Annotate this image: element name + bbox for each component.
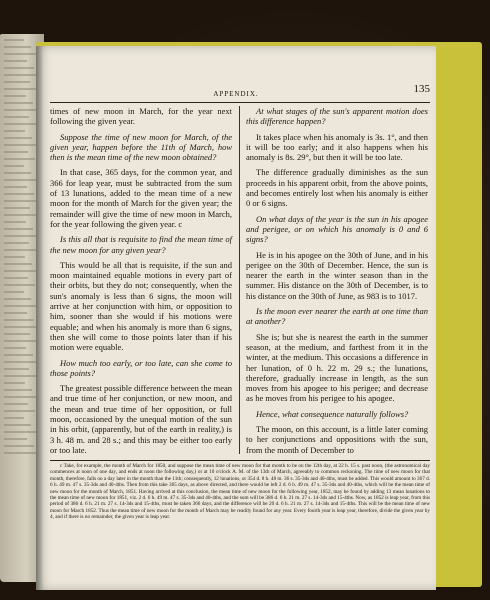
previous-page-text-line [4, 382, 25, 384]
previous-page-text-line [4, 249, 36, 251]
previous-page-text-line [4, 214, 37, 216]
body-paragraph: times of new moon in March, for the year next following the given year. [50, 106, 232, 127]
previous-page-text-line [4, 438, 27, 440]
page-number: 135 [413, 83, 430, 95]
question-paragraph: Suppose the time of new moon for March, of the given year, happen before the 11th of March, how then is the mean time of the new moon obtained? [50, 131, 232, 163]
previous-page-text-line [4, 137, 32, 139]
previous-page-text-line [4, 109, 40, 111]
body-paragraph: She is; but she is nearest the earth in the summer season, at the medium, and farthest from it in the winter, at the medium. This occasions a difference in her lunation, of 0 h. 22 m. 29 s.; the lunations, therefore, gradually increase in length, as the sun moves from his apogee to his perigee; and decrease as he moves from his perigee to his apogee. [246, 331, 428, 404]
body-paragraph: He is in his apogee on the 30th of June, and in his perigee on the 30th of December. Hence, the sun is nearer the earth in the winter season than in the summer. His distance on the 30th of December, is to his distance on the 30th of June, as 983 is to 1017. [246, 249, 428, 301]
question-paragraph: Is the moon ever nearer the earth at one time than at another? [246, 306, 428, 327]
previous-page-text-line [4, 354, 33, 356]
previous-page-text-line [4, 221, 26, 223]
previous-page-text-line [4, 298, 31, 300]
previous-page-text-line [4, 291, 24, 293]
body-paragraph: This would be all that is requisite, if the sun and moon maintained equable motions in every part of their orbits, but they do not; consequently, when the sun's anomaly is less than 6 signs, the moon will arrive at her conjunction with him, or opposition to him, sooner than she would if his motions were equable; and when his anomaly is more than 6 signs, then she will come to those points later than if his motion were equable. [50, 259, 232, 353]
question-paragraph: At what stages of the sun's apparent motion does this difference happen? [246, 106, 428, 127]
left-column [50, 106, 232, 460]
previous-page-text-line [4, 207, 30, 209]
previous-page-text-line [4, 284, 35, 286]
previous-page-text-line [4, 417, 24, 419]
previous-page-text-line [4, 144, 39, 146]
previous-page-text-line [4, 235, 40, 237]
question-paragraph: On what days of the year is the sun in his apogee and perigee, or on which his anomaly is 0 and 6 signs? [246, 213, 428, 245]
previous-page-text-line [4, 312, 27, 314]
previous-page-text-line [4, 256, 25, 258]
body-paragraph: The greatest possible difference between the mean and true time of her conjunction, or new moon, and the mean and true time of her opposition, or full moon, occasioned by the unequal motion of the sun in his orbit, (apparently, but of the earth in reality,) is 3 h. 48 m. and 28 s.; and this may be either too early or too late. [50, 383, 232, 455]
previous-page-text-line [4, 305, 38, 307]
previous-page-text-line [4, 445, 34, 447]
previous-page-text-line [4, 123, 36, 125]
previous-page-text-line [4, 361, 40, 363]
previous-page-text-line [4, 46, 31, 48]
running-head: APPENDIX. [213, 90, 259, 98]
previous-page-text-line [4, 403, 28, 405]
header-rule [50, 102, 430, 103]
question-paragraph: Hence, what consequence naturally follows? [256, 408, 409, 419]
previous-page-text-line [4, 277, 28, 279]
page-gutter-shadow [36, 46, 44, 590]
previous-page-text-line [4, 95, 26, 97]
previous-page-text-line [4, 102, 33, 104]
body-paragraph: The difference gradually diminishes as the sun proceeds in his apparent orbit, from the above points, and becomes entirely lost when his anomaly is either 0 or 6 signs. [246, 167, 428, 209]
previous-page-text-line [4, 375, 36, 377]
previous-page-text-line [4, 396, 39, 398]
previous-page-text-line [4, 53, 38, 55]
previous-page-text-line [4, 347, 26, 349]
previous-page-text-line [4, 389, 32, 391]
previous-page-text-line [4, 158, 35, 160]
previous-page-text-line [4, 130, 25, 132]
previous-page-text-line [4, 263, 32, 265]
body-paragraph: It takes place when his anomaly is 3s. 1°, and then it will be too early; and it also happens when his anomaly is 8s. 29°, but then it will be too late. [246, 131, 428, 163]
previous-page-text-line [4, 60, 27, 62]
previous-page-text-line [4, 116, 29, 118]
previous-page-text-line [4, 340, 37, 342]
footnote: c Take, for example, the month of March for 1850, and suppose the mean time of new moon for that month to be on the 12th day, at 22 h. 15 s. past noon, (the astronomical day commences at noon of one day, and ends at noon the following day,) or at 10 o'clock A. M. of the 13th of March, agreeably to common reckoning. The time of new moon for that month, therefore, falls on a day later in the month than the 11th; consequently, 12 lunations, or 354 d. 8 h. 48 m. 36 s. 35-3ds and 40-4ths, must be added. This would amount to 367 d. 6 h. 49 m. 47 s. 35-3ds and 40-4ths. Then from this take 365 days, as above directed, and there would be left 2 d. 6 h. 49 m. 47 s. 35-3ds and 40-4ths, which will be the mean time of new moon for the month of March, 1851. Having arrived at this conclusion, the mean time of new moon for the following year, 1852, may be found by adding 13 mean lunations to the mean time of new moon for 1851, viz. 2 d. 6 h. 49 m. 47 s. 35-3ds and 40-4ths, and the sum will be 386 d. 6 h. 21 m. 27 s. 14-3ds and 15-4ths. Now, as 1852 is leap year, from this period of 386 d. 6 h. 21 m. 27 s. 14-3ds and 15-4ths, must be taken 366 days, and the difference will be 20 d. 6 h. 21 m. 27 s. 14-3ds and 15-4ths. This will be the mean time of new moon for March 1852. Thus the mean time of new moon for the month of March may be readily found for any year. Every fourth year is leap year, therefore, divide the given year by 4, and if there is no remainder, the given year is leap year. [50, 463, 430, 521]
previous-page-text-line [4, 424, 31, 426]
previous-page-text-line [4, 319, 34, 321]
previous-page-text-line [4, 81, 30, 83]
previous-page-text-line [4, 228, 33, 230]
previous-page-text-line [4, 151, 28, 153]
body-paragraph: The moon, on this account, is a little later coming to her conjunctions and oppositions with the sun, from the month of December to [246, 424, 428, 455]
question-paragraph: How much too early, or too late, can she come to those points? [50, 357, 232, 378]
previous-page-text-line [4, 179, 38, 181]
footnote-rule [50, 460, 430, 461]
previous-page-text-line [4, 193, 34, 195]
previous-page-text-line [4, 172, 31, 174]
column-divider [239, 106, 240, 454]
previous-page-text-line [4, 242, 29, 244]
previous-page-text-line [4, 39, 24, 41]
right-column [246, 106, 428, 460]
previous-page-text-line [4, 270, 39, 272]
previous-page-text-line [4, 165, 24, 167]
previous-page-text-line [4, 88, 37, 90]
previous-page-text-line [4, 333, 30, 335]
body-paragraph: In that case, 365 days, for the common year, and 366 for leap year, must be subtracted from the sum of 13 lunations, added to the mean time of a new moon for the month of March for the given year; the remainder will give the time of new moon in March, for the year following the given year. c [50, 167, 232, 229]
book-page [36, 46, 436, 590]
previous-page-text-line [4, 67, 34, 69]
previous-page-text-line [4, 186, 27, 188]
previous-page-text-line [4, 410, 35, 412]
question-paragraph: Is this all that is requisite to find the mean time of the new moon for any given year? [50, 234, 232, 255]
previous-page-text-line [4, 368, 29, 370]
previous-page-text-line [4, 431, 38, 433]
